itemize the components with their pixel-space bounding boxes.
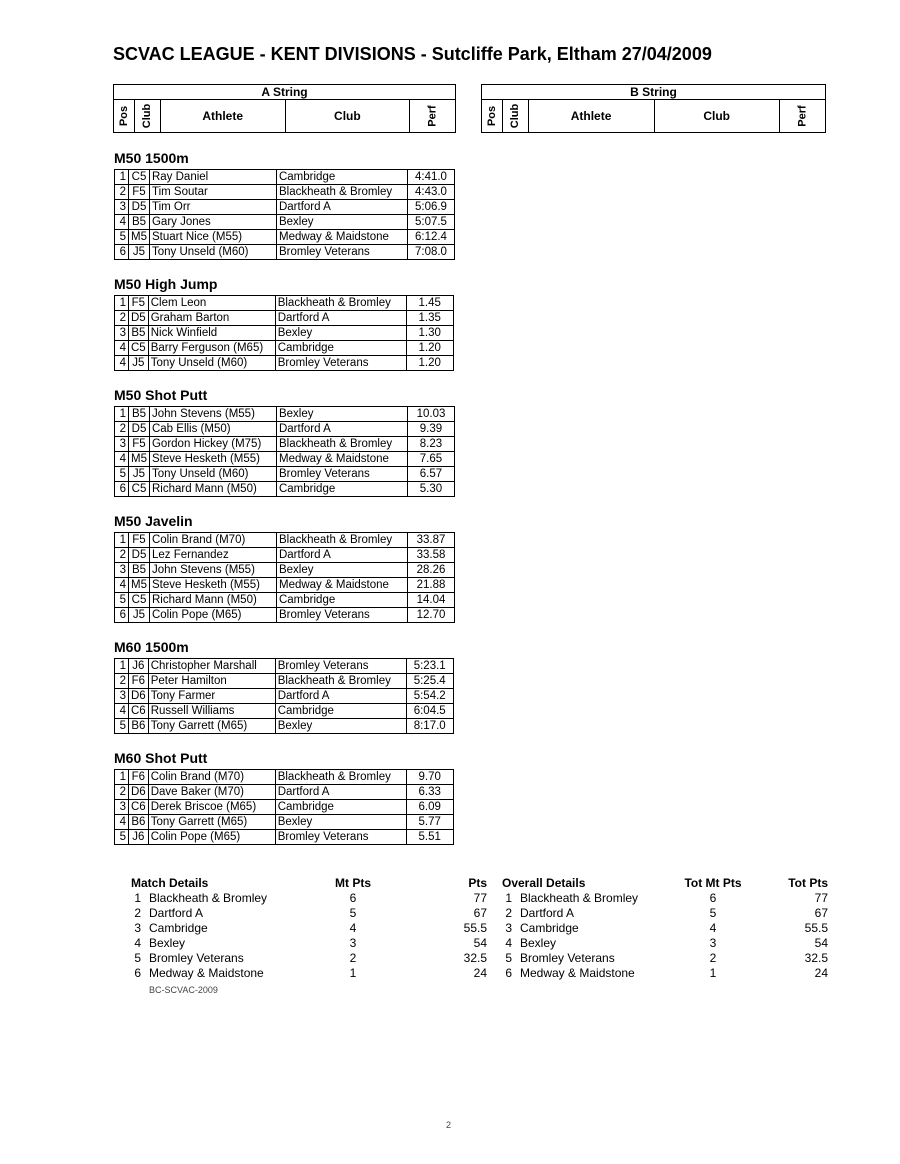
athlete-cell: Barry Ferguson (M65) <box>148 341 275 356</box>
athlete-cell: Derek Briscoe (M65) <box>148 800 275 815</box>
position-cell: 1 <box>505 891 512 905</box>
club-code-cell: J5 <box>129 356 149 371</box>
club-name-cell: Bexley <box>276 215 407 230</box>
athlete-cell: Colin Brand (M70) <box>149 533 276 548</box>
club-name-cell: Bexley <box>276 407 407 422</box>
performance-cell: 6:12.4 <box>407 230 454 245</box>
club-code-cell: C5 <box>129 341 149 356</box>
footer-code: BC-SCVAC-2009 <box>149 985 218 995</box>
position-cell: 2 <box>115 422 129 437</box>
club-name-cell: Cambridge <box>149 921 208 935</box>
position-cell: 3 <box>115 326 129 341</box>
event-results-table <box>114 769 454 845</box>
club-code-cell: F5 <box>129 185 150 200</box>
performance-cell: 8.23 <box>407 437 454 452</box>
position-cell: 6 <box>115 608 129 623</box>
table-row <box>115 689 454 704</box>
club-code-cell: B5 <box>129 407 150 422</box>
event-results-table <box>114 406 455 497</box>
athlete-cell: Tony Garrett (M65) <box>148 815 275 830</box>
club-code-cell: C6 <box>129 704 149 719</box>
club-name-cell: Bexley <box>276 563 407 578</box>
page-title: SCVAC LEAGUE - KENT DIVISIONS - Sutcliffe Park, Eltham 27/04/2009 <box>113 44 712 64</box>
col-club-header: Club <box>503 100 528 133</box>
table-row <box>115 185 455 200</box>
athlete-cell: Gary Jones <box>149 215 276 230</box>
performance-cell: 8:17.0 <box>406 719 453 734</box>
athlete-cell: Graham Barton <box>148 311 275 326</box>
table-row <box>115 533 455 548</box>
position-cell: 5 <box>134 951 141 965</box>
club-code-cell: D5 <box>129 200 150 215</box>
position-cell: 5 <box>115 230 129 245</box>
table-row <box>115 800 454 815</box>
table-row <box>115 593 455 608</box>
performance-cell: 1.45 <box>406 296 453 311</box>
athlete-cell: Colin Pope (M65) <box>149 608 276 623</box>
club-name-cell: Blackheath & Bromley <box>275 674 406 689</box>
meet-points-cell: 5 <box>349 906 357 920</box>
position-cell: 6 <box>115 245 129 260</box>
col-pos-header: Pos <box>114 100 135 133</box>
club-code-cell: F6 <box>129 770 149 785</box>
table-row <box>502 906 828 921</box>
club-code-cell: B5 <box>129 563 150 578</box>
club-name-cell: Dartford A <box>149 906 204 920</box>
club-name-cell: Blackheath & Bromley <box>520 891 639 905</box>
points-cell: 67 <box>473 906 487 920</box>
club-name-cell: Medway & Maidstone <box>276 452 407 467</box>
club-name-cell: Bexley <box>275 719 406 734</box>
event-results-table <box>114 169 455 260</box>
position-cell: 2 <box>115 548 129 563</box>
event-title: M50 1500m <box>114 150 189 166</box>
athlete-cell: Russell Williams <box>148 704 275 719</box>
table-row <box>115 296 454 311</box>
points-cell: 32.5 <box>463 951 487 965</box>
event-title: M60 1500m <box>114 639 189 655</box>
position-cell: 1 <box>115 533 129 548</box>
club-code-cell: D5 <box>129 311 149 326</box>
col-clubname-header: Club <box>285 100 409 133</box>
position-cell: 3 <box>115 437 129 452</box>
position-cell: 2 <box>115 185 129 200</box>
club-code-cell: C6 <box>129 800 149 815</box>
club-name-cell: Bromley Veterans <box>149 951 244 965</box>
position-cell: 5 <box>115 593 129 608</box>
club-name-cell: Bromley Veterans <box>276 467 407 482</box>
overall-details-table <box>502 876 828 981</box>
event-title: M50 High Jump <box>114 276 218 292</box>
event-results-table <box>114 532 455 623</box>
club-name-cell: Cambridge <box>275 800 406 815</box>
position-cell: 5 <box>115 467 129 482</box>
position-cell: 4 <box>505 936 512 950</box>
performance-cell: 5.51 <box>406 830 453 845</box>
page-number: 2 <box>446 1120 452 1130</box>
performance-cell: 33.87 <box>407 533 454 548</box>
table-row <box>115 659 454 674</box>
club-name-cell: Blackheath & Bromley <box>276 437 407 452</box>
club-code-cell: C5 <box>129 170 150 185</box>
a-string-title: A String <box>114 85 456 100</box>
table-row <box>115 704 454 719</box>
club-name-cell: Cambridge <box>276 482 407 497</box>
club-name-cell: Bromley Veterans <box>275 356 406 371</box>
position-cell: 4 <box>115 341 129 356</box>
points-cell: 32.5 <box>804 951 828 965</box>
table-row <box>115 170 455 185</box>
table-row <box>115 215 455 230</box>
table-row <box>131 966 487 981</box>
athlete-cell: Tim Orr <box>149 200 276 215</box>
points-cell: 55.5 <box>804 921 828 935</box>
match-details-table <box>131 876 487 981</box>
position-cell: 6 <box>505 966 512 980</box>
athlete-cell: Tony Garrett (M65) <box>148 719 275 734</box>
col-athlete-header: Athlete <box>160 100 285 133</box>
table-row <box>131 951 487 966</box>
b-string-header <box>481 84 826 133</box>
performance-cell: 1.20 <box>406 356 453 371</box>
club-code-cell: M5 <box>129 230 150 245</box>
overall-details-heading: Overall Details <box>502 876 586 890</box>
club-name-cell: Blackheath & Bromley <box>276 533 407 548</box>
meet-points-cell: 4 <box>709 921 717 935</box>
performance-cell: 7.65 <box>407 452 454 467</box>
club-code-cell: C5 <box>129 593 150 608</box>
match-details-heading: Match Details <box>131 876 209 890</box>
athlete-cell: Steve Hesketh (M55) <box>149 452 276 467</box>
table-row <box>115 563 455 578</box>
club-name-cell: Cambridge <box>276 593 407 608</box>
athlete-cell: Tony Unseld (M60) <box>149 245 276 260</box>
athlete-cell: Nick Winfield <box>148 326 275 341</box>
athlete-cell: Tim Soutar <box>149 185 276 200</box>
athlete-cell: Dave Baker (M70) <box>148 785 275 800</box>
club-name-cell: Cambridge <box>275 341 406 356</box>
table-row <box>115 578 455 593</box>
position-cell: 3 <box>115 800 129 815</box>
performance-cell: 4:43.0 <box>407 185 454 200</box>
table-row <box>131 936 487 951</box>
meet-points-cell: 3 <box>709 936 717 950</box>
position-cell: 2 <box>115 674 129 689</box>
table-row <box>115 467 455 482</box>
table-row <box>115 356 454 371</box>
athlete-cell: Christopher Marshall <box>148 659 275 674</box>
performance-cell: 5.77 <box>406 815 453 830</box>
points-cell: 77 <box>473 891 487 905</box>
table-row <box>115 422 455 437</box>
position-cell: 2 <box>505 906 512 920</box>
position-cell: 1 <box>115 170 129 185</box>
col-athlete-header: Athlete <box>528 100 654 133</box>
table-row <box>115 326 454 341</box>
table-row <box>502 891 828 906</box>
performance-cell: 1.20 <box>406 341 453 356</box>
club-code-cell: D5 <box>129 422 150 437</box>
table-row <box>131 921 487 936</box>
table-row <box>115 482 455 497</box>
performance-cell: 9.39 <box>407 422 454 437</box>
tot-pts-header: Tot Pts <box>788 876 828 890</box>
table-row <box>115 341 454 356</box>
athlete-cell: Steve Hesketh (M55) <box>149 578 276 593</box>
points-cell: 24 <box>814 966 828 980</box>
club-code-cell: D6 <box>129 785 149 800</box>
b-string-title: B String <box>482 85 826 100</box>
position-cell: 2 <box>115 785 129 800</box>
performance-cell: 6.09 <box>406 800 453 815</box>
meet-points-cell: 6 <box>709 891 717 905</box>
athlete-cell: Tony Unseld (M60) <box>148 356 275 371</box>
club-code-cell: F5 <box>129 296 149 311</box>
table-row <box>115 437 455 452</box>
club-code-cell: J6 <box>129 659 149 674</box>
mt-pts-header: Mt Pts <box>335 876 371 890</box>
club-code-cell: J6 <box>129 830 149 845</box>
club-code-cell: M5 <box>129 578 150 593</box>
a-string-header <box>113 84 456 133</box>
club-code-cell: J5 <box>129 245 150 260</box>
performance-cell: 12.70 <box>407 608 454 623</box>
position-cell: 1 <box>115 659 129 674</box>
performance-cell: 9.70 <box>406 770 453 785</box>
position-cell: 2 <box>115 311 129 326</box>
table-row <box>502 936 828 951</box>
points-cell: 67 <box>814 906 828 920</box>
club-code-cell: F6 <box>129 674 149 689</box>
club-name-cell: Dartford A <box>275 311 406 326</box>
club-code-cell: D5 <box>129 548 150 563</box>
meet-points-cell: 6 <box>349 891 357 905</box>
club-name-cell: Blackheath & Bromley <box>275 296 406 311</box>
position-cell: 6 <box>115 482 129 497</box>
table-row <box>115 311 454 326</box>
table-row <box>131 906 487 921</box>
table-row <box>502 951 828 966</box>
club-code-cell: F5 <box>129 437 150 452</box>
performance-cell: 14.04 <box>407 593 454 608</box>
position-cell: 3 <box>115 563 129 578</box>
club-code-cell: B6 <box>129 815 149 830</box>
club-name-cell: Bromley Veterans <box>520 951 615 965</box>
performance-cell: 5:25.4 <box>406 674 453 689</box>
performance-cell: 21.88 <box>407 578 454 593</box>
athlete-cell: Gordon Hickey (M75) <box>149 437 276 452</box>
club-name-cell: Cambridge <box>520 921 579 935</box>
table-row <box>115 674 454 689</box>
club-name-cell: Blackheath & Bromley <box>275 770 406 785</box>
athlete-cell: Tony Farmer <box>148 689 275 704</box>
performance-cell: 10.03 <box>407 407 454 422</box>
col-perf-header: Perf <box>779 100 825 133</box>
club-code-cell: D6 <box>129 689 149 704</box>
points-cell: 55.5 <box>463 921 487 935</box>
athlete-cell: Ray Daniel <box>149 170 276 185</box>
position-cell: 5 <box>115 719 129 734</box>
performance-cell: 1.35 <box>406 311 453 326</box>
athlete-cell: Peter Hamilton <box>148 674 275 689</box>
club-name-cell: Blackheath & Bromley <box>276 185 407 200</box>
table-row <box>115 785 454 800</box>
performance-cell: 7:08.0 <box>407 245 454 260</box>
club-code-cell: C5 <box>129 482 150 497</box>
club-name-cell: Bexley <box>275 815 406 830</box>
athlete-cell: Clem Leon <box>148 296 275 311</box>
athlete-cell: Richard Mann (M50) <box>149 593 276 608</box>
performance-cell: 28.26 <box>407 563 454 578</box>
event-results-table <box>114 295 454 371</box>
meet-points-cell: 4 <box>349 921 357 935</box>
position-cell: 4 <box>115 704 129 719</box>
points-cell: 54 <box>473 936 487 950</box>
table-row <box>115 608 455 623</box>
position-cell: 3 <box>505 921 512 935</box>
event-title: M60 Shot Putt <box>114 750 208 766</box>
club-code-cell: M5 <box>129 452 150 467</box>
performance-cell: 5.30 <box>407 482 454 497</box>
athlete-cell: Richard Mann (M50) <box>149 482 276 497</box>
athlete-cell: Colin Pope (M65) <box>148 830 275 845</box>
event-title: M50 Shot Putt <box>114 387 208 403</box>
table-row <box>115 200 455 215</box>
table-row <box>115 230 455 245</box>
club-name-cell: Dartford A <box>275 689 406 704</box>
club-name-cell: Cambridge <box>276 170 407 185</box>
performance-cell: 6.57 <box>407 467 454 482</box>
points-cell: 77 <box>814 891 828 905</box>
performance-cell: 1.30 <box>406 326 453 341</box>
performance-cell: 5:07.5 <box>407 215 454 230</box>
table-row <box>115 770 454 785</box>
position-cell: 3 <box>134 921 141 935</box>
performance-cell: 5:23.1 <box>406 659 453 674</box>
pts-header: Pts <box>468 876 487 890</box>
club-name-cell: Medway & Maidstone <box>520 966 635 980</box>
position-cell: 4 <box>115 215 129 230</box>
club-name-cell: Dartford A <box>276 200 407 215</box>
club-name-cell: Medway & Maidstone <box>276 230 407 245</box>
position-cell: 1 <box>115 407 129 422</box>
table-row <box>115 407 455 422</box>
club-code-cell: B5 <box>129 326 149 341</box>
performance-cell: 5:06.9 <box>407 200 454 215</box>
club-code-cell: F5 <box>129 533 150 548</box>
tot-mt-pts-header: Tot Mt Pts <box>684 876 742 890</box>
meet-points-cell: 1 <box>349 966 357 980</box>
col-clubname-header: Club <box>654 100 779 133</box>
col-pos-header: Pos <box>482 100 503 133</box>
event-results-table <box>114 658 454 734</box>
athlete-cell: Colin Brand (M70) <box>148 770 275 785</box>
points-cell: 24 <box>473 966 487 980</box>
position-cell: 5 <box>115 830 129 845</box>
club-name-cell: Dartford A <box>520 906 575 920</box>
meet-points-cell: 1 <box>709 966 717 980</box>
club-name-cell: Cambridge <box>275 704 406 719</box>
position-cell: 6 <box>134 966 141 980</box>
club-name-cell: Dartford A <box>276 422 407 437</box>
club-name-cell: Blackheath & Bromley <box>149 891 268 905</box>
meet-points-cell: 2 <box>709 951 717 965</box>
athlete-cell: Tony Unseld (M60) <box>149 467 276 482</box>
club-name-cell: Bromley Veterans <box>275 659 406 674</box>
club-code-cell: J5 <box>129 608 150 623</box>
performance-cell: 4:41.0 <box>407 170 454 185</box>
table-row <box>131 891 487 906</box>
athlete-cell: Stuart Nice (M55) <box>149 230 276 245</box>
position-cell: 4 <box>115 578 129 593</box>
table-row <box>115 452 455 467</box>
table-row <box>115 245 455 260</box>
position-cell: 1 <box>115 296 129 311</box>
club-name-cell: Medway & Maidstone <box>149 966 264 980</box>
club-name-cell: Bromley Veterans <box>276 245 407 260</box>
table-row <box>502 921 828 936</box>
athlete-cell: Lez Fernandez <box>149 548 276 563</box>
event-title: M50 Javelin <box>114 513 193 529</box>
performance-cell: 6:04.5 <box>406 704 453 719</box>
col-club-header: Club <box>135 100 160 133</box>
meet-points-cell: 5 <box>709 906 717 920</box>
club-code-cell: B5 <box>129 215 150 230</box>
position-cell: 1 <box>134 891 141 905</box>
position-cell: 3 <box>115 689 129 704</box>
meet-points-cell: 3 <box>349 936 357 950</box>
position-cell: 4 <box>134 936 141 950</box>
position-cell: 2 <box>134 906 141 920</box>
club-name-cell: Dartford A <box>276 548 407 563</box>
table-row <box>115 548 455 563</box>
club-name-cell: Dartford A <box>275 785 406 800</box>
club-name-cell: Bexley <box>275 326 406 341</box>
position-cell: 3 <box>115 200 129 215</box>
athlete-cell: John Stevens (M55) <box>149 407 276 422</box>
club-name-cell: Bromley Veterans <box>276 608 407 623</box>
points-cell: 54 <box>814 936 828 950</box>
performance-cell: 33.58 <box>407 548 454 563</box>
club-name-cell: Bexley <box>520 936 557 950</box>
athlete-cell: John Stevens (M55) <box>149 563 276 578</box>
position-cell: 4 <box>115 356 129 371</box>
table-row <box>502 966 828 981</box>
club-name-cell: Medway & Maidstone <box>276 578 407 593</box>
position-cell: 5 <box>505 951 512 965</box>
performance-cell: 5:54.2 <box>406 689 453 704</box>
table-row <box>115 719 454 734</box>
performance-cell: 6.33 <box>406 785 453 800</box>
club-name-cell: Bromley Veterans <box>275 830 406 845</box>
position-cell: 4 <box>115 452 129 467</box>
club-name-cell: Bexley <box>149 936 186 950</box>
meet-points-cell: 2 <box>349 951 357 965</box>
position-cell: 1 <box>115 770 129 785</box>
col-perf-header: Perf <box>410 100 456 133</box>
table-row <box>115 830 454 845</box>
club-code-cell: B6 <box>129 719 149 734</box>
athlete-cell: Cab Ellis (M50) <box>149 422 276 437</box>
position-cell: 4 <box>115 815 129 830</box>
table-row <box>115 815 454 830</box>
club-code-cell: J5 <box>129 467 150 482</box>
